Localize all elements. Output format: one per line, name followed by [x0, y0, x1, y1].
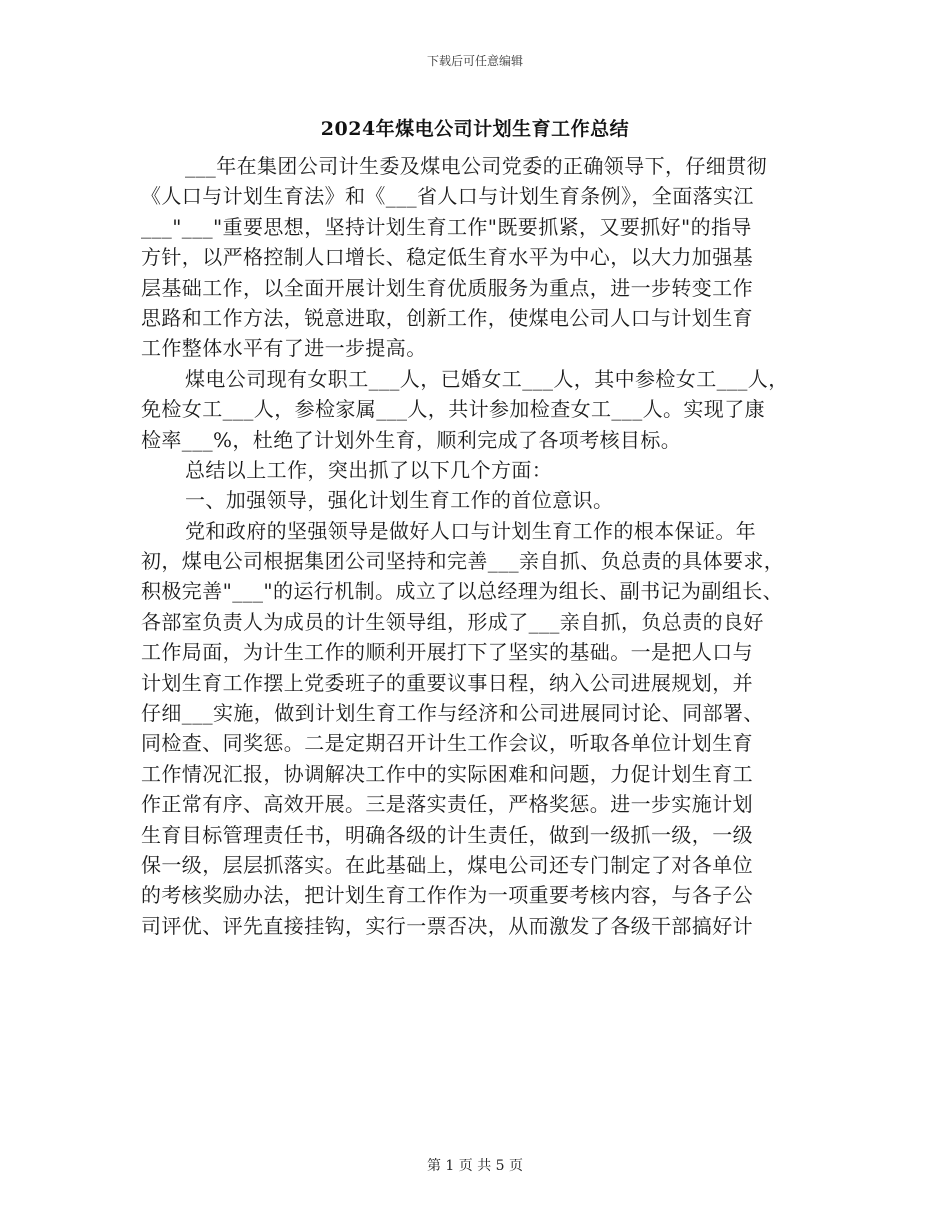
paragraph-line: 层基础工作，以全面开展计划生育优质服务为重点，进一步转变工作 — [141, 275, 753, 300]
paragraph-line: 同检查、同奖惩。二是定期召开计生工作会议，听取各单位计划生育 — [141, 731, 753, 756]
paragraph-line: 作正常有序、高效开展。三是落实责任，严格奖惩。进一步实施计划 — [141, 792, 753, 817]
paragraph-line: 各部室负责人为成员的计生领导组，形成了___亲自抓，负总责的良好 — [141, 609, 764, 634]
paragraph-line: 《人口与计划生育法》和《___省人口与计划生育条例》，全面落实江 — [141, 184, 754, 209]
paragraph-line: 保一级，层层抓落实。在此基础上，煤电公司还专门制定了对各单位 — [141, 852, 753, 877]
paragraph-line: 工作情况汇报，协调解决工作中的实际困难和问题，力促计划生育工 — [141, 761, 753, 786]
paragraph-line: 检率___%，杜绝了计划外生育，顺利完成了各项考核目标。 — [141, 427, 682, 452]
paragraph-line: 工作整体水平有了进一步提高。 — [141, 336, 427, 361]
document-body — [141, 151, 831, 941]
paragraph-line: 免检女工___人，参检家属___人，共计参加检查女工___人。实现了康 — [141, 397, 765, 422]
paragraph-line: 生育目标管理责任书，明确各级的计生责任，做到一级抓一级，一级 — [141, 822, 753, 847]
paragraph-line: 初，煤电公司根据集团公司坚持和完善___亲自抓、负总责的具体要求， — [141, 549, 785, 574]
paragraph-line: 计划生育工作摆上党委班子的重要议事日程，纳入公司进展规划，并 — [141, 670, 753, 695]
paragraph-first-line: 总结以上工作，突出抓了以下几个方面： — [185, 457, 553, 482]
paragraph-line: 工作局面，为计生工作的顺利开展打下了坚实的基础。一是把人口与 — [141, 640, 753, 665]
page-header-note: 下载后可任意编辑 — [426, 54, 523, 68]
paragraph-line: 司评优、评先直接挂钩，实行一票否决，从而激发了各级干部搞好计 — [141, 913, 753, 938]
paragraph-first-line: 党和政府的坚强领导是做好人口与计划生育工作的根本保证。年 — [185, 518, 757, 543]
paragraph-first-line: 一、加强领导，强化计划生育工作的首位意识。 — [185, 488, 614, 513]
paragraph-line: ___"___"重要思想，坚持计划生育工作"既要抓紧，又要抓好"的指导 — [141, 214, 752, 239]
paragraph-line: 思路和工作方法，锐意进取，创新工作，使煤电公司人口与计划生育 — [141, 305, 753, 330]
paragraph-first-line: ___年在集团公司计生委及煤电公司党委的正确领导下，仔细贯彻 — [185, 154, 767, 178]
document-title: 2024年煤电公司计划生育工作总结 — [320, 118, 630, 140]
paragraph-line: 积极完善"___"的运行机制。成立了以总经理为组长、副书记为副组长、 — [141, 579, 783, 604]
page-number: 第 1 页 共 5 页 — [426, 1158, 524, 1174]
paragraph-line: 的考核奖励办法，把计划生育工作作为一项重要考核内容，与各子公 — [141, 883, 753, 908]
paragraph-first-line: 煤电公司现有女职工___人，已婚女工___人，其中参检女工___人， — [185, 366, 789, 391]
paragraph-line: 方针，以严格控制人口增长、稳定低生育水平为中心，以大力加强基 — [141, 245, 753, 270]
paragraph-line: 仔细___实施，做到计划生育工作与经济和公司进展同讨论、同部署、 — [141, 701, 764, 726]
